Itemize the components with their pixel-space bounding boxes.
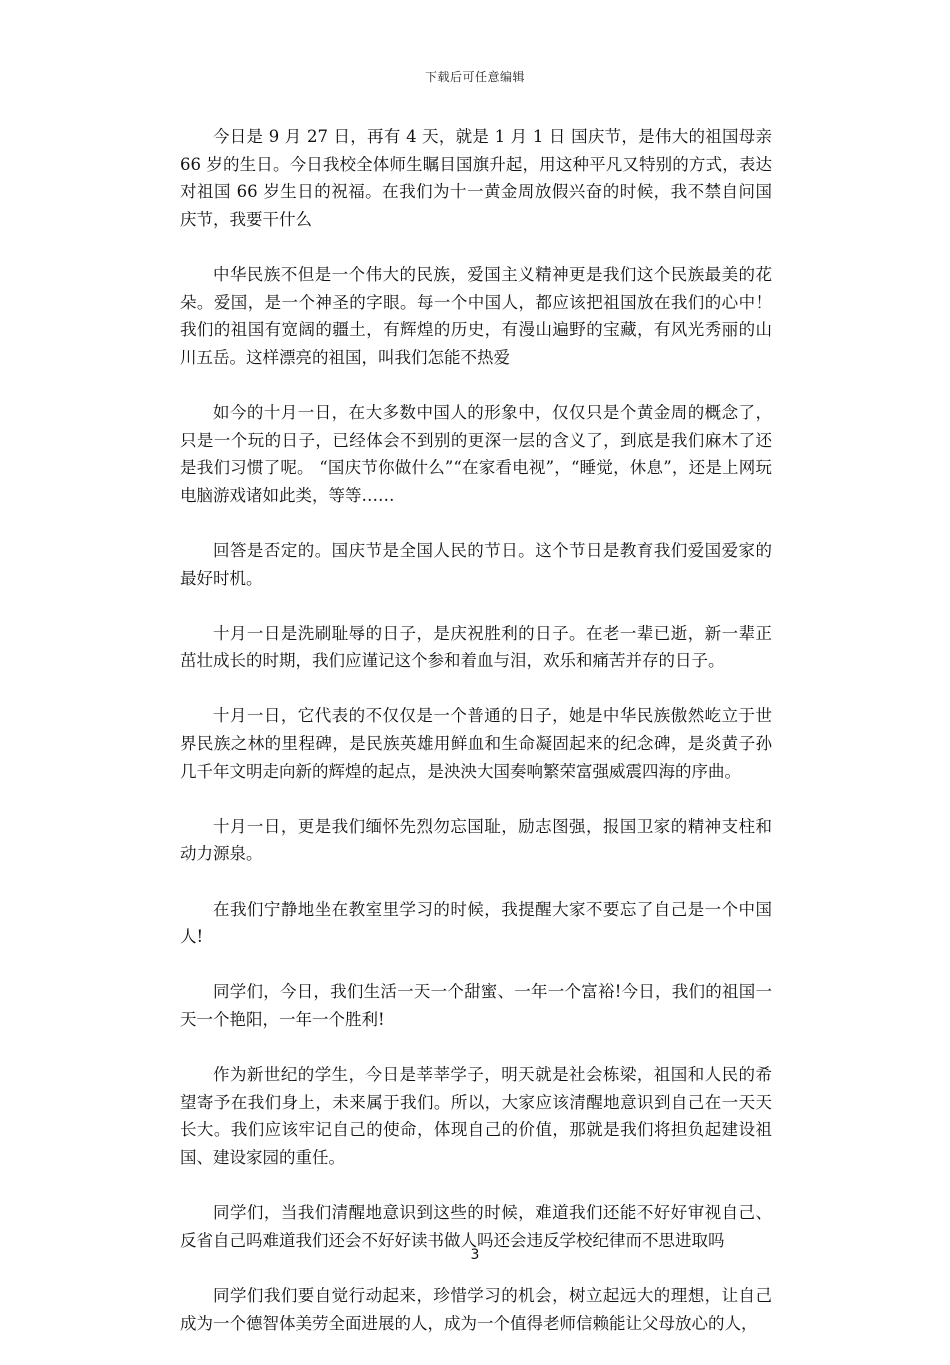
page-number: 3 — [470, 1247, 480, 1263]
paragraph: 十月一日，更是我们缅怀先烈勿忘国耻，励志图强，报国卫家的精神支柱和动力源泉。 — [180, 816, 772, 864]
paragraph: 同学们，当我们清醒地意识到这些的时候，难道我们还能不好好审视自己、反省自己吗难道我们还会不好好读书做人吗还会违反学校纪律而不思进取吗 — [180, 1203, 772, 1250]
paragraph: 作为新世纪的学生，今日是莘莘学子，明天就是社会栋梁，祖国和人民的希望寄予在我们身上，未来属于我们。所以，大家应该清醒地意识到自己在一天天长大。我们应该牢记自己的使命，体现自己的价值，那就是我们将担负起建设祖国、建设家园的重任。 — [180, 1065, 772, 1167]
paragraph: 如今的十月一日，在大多数中国人的形象中，仅仅只是个黄金周的概念了，只是一个玩的日子，已经体会不到别的更深一层的含义了，到底是我们麻木了还是我们习惯了呢。 “国庆节你做什么”“在家看电视”，“睡觉，休息”，还是上网玩电脑游戏诸如此类，等等…… — [180, 402, 772, 505]
paragraph: 中华民族不但是一个伟大的民族，爱国主义精神更是我们这个民族最美的花朵。爱国，是一个神圣的字眼。每一个中国人，都应该把祖国放在我们的心中！我们的祖国有宽阔的疆土，有辉煌的历史，有漫山遍野的宝藏，有风光秀丽的山川五岳。这样漂亮的祖国，叫我们怎能不热爱 — [180, 264, 772, 367]
paragraph: 十月一日是洗刷耻辱的日子，是庆祝胜利的日子。在老一辈已逝，新一辈正茁壮成长的时期，我们应谨记这个参和着血与泪，欢乐和痛苦并存的日子。 — [180, 623, 772, 671]
paragraph: 回答是否定的。国庆节是全国人民的节日。这个节日是教育我们爱国爱家的最好时机。 — [180, 540, 772, 588]
paragraph: 同学们我们要自觉行动起来，珍惜学习的机会，树立起远大的理想，让自己成为一个德智体美劳全面进展的人，成为一个值得老师信赖能让父母放心的人， — [180, 1285, 772, 1333]
page-header: 下载后可任意编辑 — [424, 70, 525, 84]
paragraph: 同学们，今日，我们生活一天一个甜蜜、一年一个富裕!今日，我们的祖国一天一个艳阳，一年一个胜利! — [180, 982, 772, 1029]
paragraph: 今日是 9 月 27 日，再有 4 天，就是 1 月 1 日 国庆节，是伟大的祖国母亲 66 岁的生日。今日我校全体师生瞩目国旗升起，用这种平凡又特别的方式，表达对祖国 66 岁生日的祝福。在我们为十一黄金周放假兴奋的时候，我不禁自问国庆节，我要干什么 — [180, 127, 772, 229]
paragraph: 十月一日，它代表的不仅仅是一个普通的日子，她是中华民族傲然屹立于世界民族之林的里程碑，是民族英雄用鲜血和生命凝固起来的纪念碑，是炎黄子孙几千年文明走向新的辉煌的起点，是泱泱大国奏响繁荣富强威震四海的序曲。 — [180, 706, 772, 781]
paragraph: 在我们宁静地坐在教室里学习的时候，我提醒大家不要忘了自己是一个中国人! — [180, 899, 772, 947]
document-body — [180, 123, 772, 1365]
